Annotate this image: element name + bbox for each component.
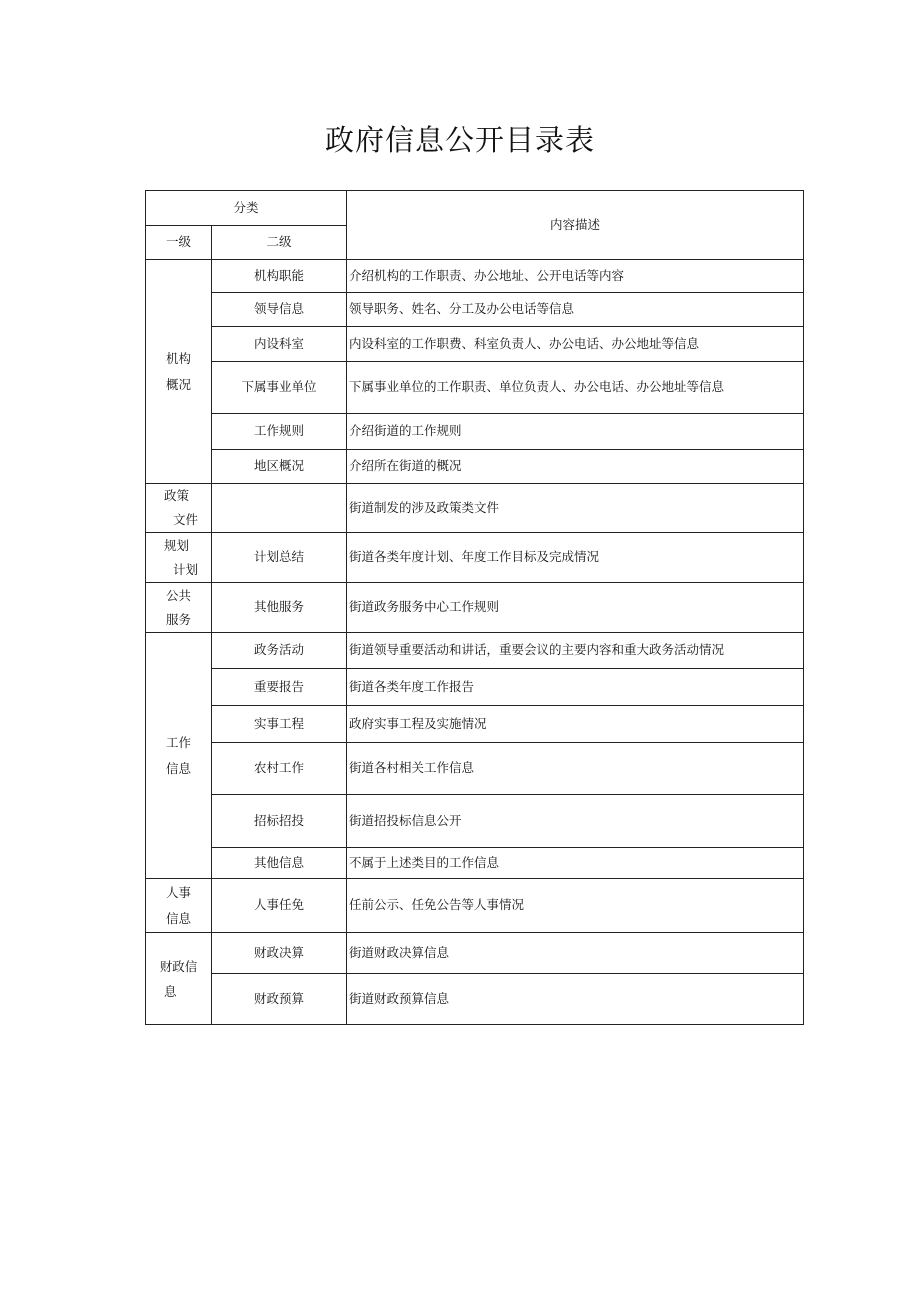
table-row (146, 848, 804, 879)
level1-cell: 工作 信息 (146, 633, 212, 879)
table-row (146, 633, 804, 669)
description-cell: 内设科室的工作职费、科室负责人、办公电话、办公地址等信息 (347, 327, 804, 362)
description-cell: 任前公示、任免公告等人事情况 (347, 879, 804, 933)
level2-cell: 地区概况 (212, 450, 347, 484)
table-row (146, 795, 804, 848)
description-cell: 街道政务服务中心工作规则 (347, 583, 804, 633)
table-row (146, 669, 804, 706)
header-category: 分类 (146, 191, 347, 226)
description-cell: 领导职务、姓名、分工及办公电话等信息 (347, 293, 804, 327)
level2-cell: 其他信息 (212, 848, 347, 879)
level2-cell: 人事任免 (212, 879, 347, 933)
description-cell: 下属事业单位的工作职责、单位负责人、办公电话、办公地址等信息 (347, 362, 804, 414)
level1-cell: 公共 服务 (146, 583, 212, 633)
description-cell: 介绍街道的工作规则 (347, 414, 804, 450)
header-level1: 一级 (146, 226, 212, 260)
level2-cell: 招标招投 (212, 795, 347, 848)
description-cell: 介绍机构的工作职责、办公地址、公开电话等内容 (347, 260, 804, 293)
description-cell: 街道财政决算信息 (347, 933, 804, 974)
table-row (146, 327, 804, 362)
level1-cell: 规划 计划 (146, 533, 212, 583)
table-row (146, 484, 804, 533)
table-row (146, 362, 804, 414)
level2-cell: 政务活动 (212, 633, 347, 669)
table-row (146, 450, 804, 484)
level2-cell: 重要报告 (212, 669, 347, 706)
table-row (146, 879, 804, 933)
level2-cell: 机构职能 (212, 260, 347, 293)
description-cell: 不属于上述类目的工作信息 (347, 848, 804, 879)
table-row (146, 293, 804, 327)
level2-cell: 财政决算 (212, 933, 347, 974)
table-row (146, 743, 804, 795)
catalog-table (145, 190, 804, 1025)
description-cell: 街道各类年度工作报告 (347, 669, 804, 706)
level2-cell: 计划总结 (212, 533, 347, 583)
table-row (146, 533, 804, 583)
description-cell: 政府实事工程及实施情况 (347, 706, 804, 743)
header-row-category (146, 191, 804, 226)
table-row (146, 583, 804, 633)
level1-cell: 机构 概况 (146, 260, 212, 484)
table-row (146, 706, 804, 743)
level2-cell: 内设科室 (212, 327, 347, 362)
table-row (146, 974, 804, 1025)
description-cell: 街道各村相关工作信息 (347, 743, 804, 795)
level1-cell: 人事 信息 (146, 879, 212, 933)
description-cell: 介绍所在街道的概况 (347, 450, 804, 484)
page-title: 政府信息公开目录表 (324, 123, 595, 157)
level2-cell (212, 484, 347, 533)
table-row (146, 414, 804, 450)
level2-cell: 农村工作 (212, 743, 347, 795)
level2-cell: 财政预算 (212, 974, 347, 1025)
description-cell: 街道财政预算信息 (347, 974, 804, 1025)
level2-cell: 领导信息 (212, 293, 347, 327)
level1-cell: 政策 文件 (146, 484, 212, 533)
description-cell: 街道招投标信息公开 (347, 795, 804, 848)
description-cell: 街道制发的涉及政策类文件 (347, 484, 804, 533)
description-cell: 街道领导重要活动和讲话，重要会议的主要内容和重大政务活动情况 (347, 633, 804, 669)
level2-cell: 实事工程 (212, 706, 347, 743)
level2-cell: 工作规则 (212, 414, 347, 450)
table-row (146, 260, 804, 293)
table-row (146, 933, 804, 974)
level1-cell: 财政信 息 (146, 933, 212, 1025)
level2-cell: 其他服务 (212, 583, 347, 633)
level2-cell: 下属事业单位 (212, 362, 347, 414)
header-description: 内容描述 (347, 191, 804, 260)
header-level2: 二级 (212, 226, 347, 260)
description-cell: 街道各类年度计划、年度工作目标及完成情况 (347, 533, 804, 583)
